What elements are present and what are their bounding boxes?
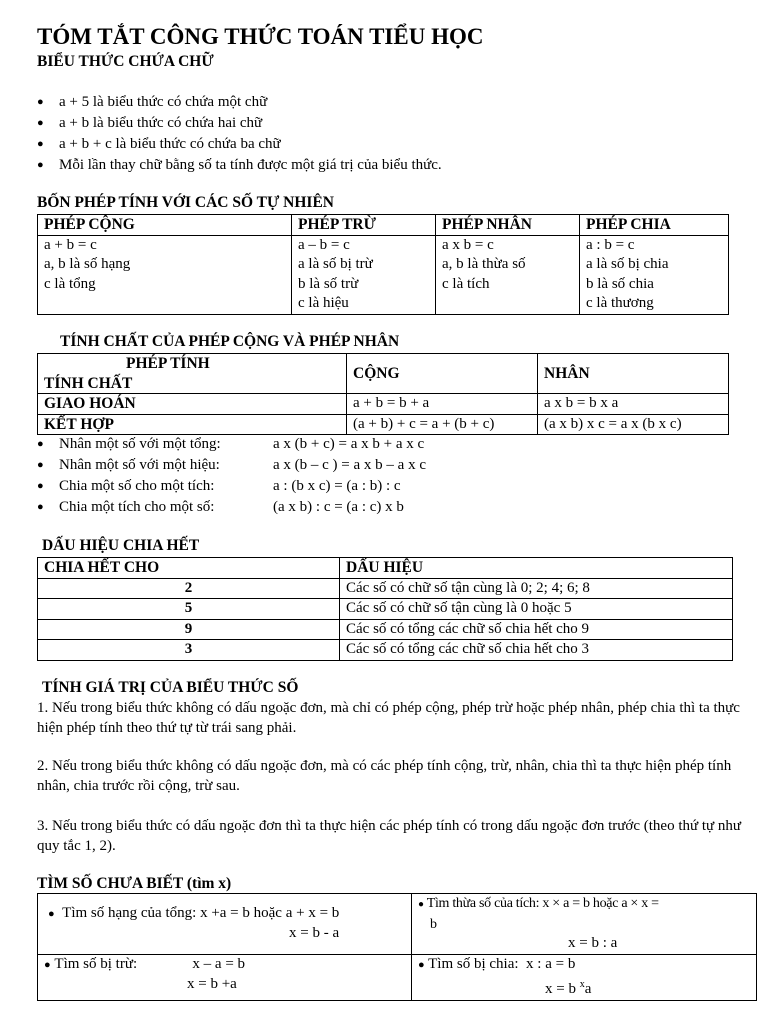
list-item: ● Nhân một số với một hiệu: a x (b – c ) = a x b – a x c — [37, 455, 426, 476]
table-row — [38, 235, 729, 314]
divisibility-sign: Các số có tổng các chữ số chia hết cho 3 — [340, 640, 733, 661]
corner-header: PHÉP TÍNH TÍNH CHẤT — [38, 354, 347, 394]
header-addition-column: CỘNG — [347, 354, 538, 394]
table-row — [38, 578, 733, 599]
header-divisible-by: CHIA HẾT CHO — [38, 558, 340, 579]
divisibility-table — [37, 557, 733, 661]
divisibility-sign: Các số có chữ số tận cùng là 0 hoặc 5 — [340, 599, 733, 620]
header-addition: PHÉP CỘNG — [38, 215, 292, 236]
list-item: ● Mỗi lần thay chữ bằng số ta tính được một giá trị của biểu thức. — [37, 155, 442, 176]
section-heading-expressions: BIỂU THỨC CHỨA CHỮ — [37, 53, 214, 70]
division-cell: a : b = c a là số bị chia b là số chia c là thương — [580, 235, 729, 314]
find-factor-cell: ● Tìm thừa số của tích: x × a = b hoặc a × x = b x = b : a — [412, 894, 757, 955]
header-sign: DẤU HIỆU — [340, 558, 733, 579]
header-division: PHÉP CHIA — [580, 215, 729, 236]
distributive-rules-list — [37, 434, 426, 518]
section-heading-four-operations: BỐN PHÉP TÍNH VỚI CÁC SỐ TỰ NHIÊN — [37, 194, 334, 211]
property-mul-formula: a x b = b x a — [538, 394, 729, 415]
four-operations-table — [37, 214, 729, 315]
table-row — [38, 414, 729, 435]
list-item: ● a + 5 là biểu thức có chứa một chữ — [37, 92, 442, 113]
table-row — [38, 619, 733, 640]
section-heading-find-x: TÌM SỐ CHƯA BIẾT (tìm x) — [37, 875, 232, 892]
rule-paragraph-3: 3. Nếu trong biểu thức có dấu ngoặc đơn thì ta thực hiện các phép tính có trong dấu ngoặc đơn trước (theo thứ tự như quy tắc 1, 2). — [37, 818, 742, 854]
section-heading-properties: TÍNH CHẤT CỦA PHÉP CỘNG VÀ PHÉP NHÂN — [60, 333, 400, 350]
header-subtraction: PHÉP TRỪ — [292, 215, 436, 236]
table-row — [38, 640, 733, 661]
table-row — [38, 215, 729, 236]
property-name: KẾT HỢP — [38, 414, 347, 435]
list-item: ● a + b là biểu thức có chứa hai chữ — [37, 113, 442, 134]
property-mul-formula: (a x b) x c = a x (b x c) — [538, 414, 729, 435]
page-title: TÓM TẮT CÔNG THỨC TOÁN TIỂU HỌC — [37, 24, 484, 49]
table-row — [38, 354, 729, 394]
property-name: GIAO HOÁN — [38, 394, 347, 415]
table-row — [38, 394, 729, 415]
table-row — [38, 599, 733, 620]
find-dividend-cell: ● Tìm số bị chia: x : a = b x = b $^x$a — [412, 954, 757, 1000]
table-row — [38, 558, 733, 579]
list-item: ● Chia một số cho một tích: a : (b x c) = (a : b) : c — [37, 476, 426, 497]
list-item: ● Nhân một số với một tổng: a x (b + c) = a x b + a x c — [37, 434, 426, 455]
section-heading-expression-value: TÍNH GIÁ TRỊ CỦA BIỂU THỨC SỐ — [42, 679, 299, 696]
header-multiplication-column: NHÂN — [538, 354, 729, 394]
rule-paragraph-2: 2. Nếu trong biểu thức không có dấu ngoặc đơn, mà có các phép tính cộng, trừ, nhân, chia thì ta thực hiện phép tính nhân, chia trước rồi cộng, trừ sau. — [37, 758, 732, 794]
properties-table — [37, 353, 729, 435]
table-row — [38, 894, 757, 955]
find-addend-cell: ● Tìm số hạng của tổng: x +a = b hoặc a + x = b x = b - a — [38, 894, 412, 955]
multiplication-cell: a x b = c a, b là thừa số c là tích — [436, 235, 580, 314]
expression-bullet-list — [37, 92, 442, 176]
divisor-value: 9 — [38, 619, 340, 640]
section-heading-divisibility: DẤU HIỆU CHIA HẾT — [42, 537, 200, 554]
subtraction-cell: a – b = c a là số bị trừ b là số trừ c là hiệu — [292, 235, 436, 314]
divisibility-sign: Các số có chữ số tận cùng là 0; 2; 4; 6; 8 — [340, 578, 733, 599]
list-item: ● a + b + c là biểu thức có chứa ba chữ — [37, 134, 442, 155]
property-add-formula: a + b = b + a — [347, 394, 538, 415]
property-add-formula: (a + b) + c = a + (b + c) — [347, 414, 538, 435]
header-multiplication: PHÉP NHÂN — [436, 215, 580, 236]
table-row — [38, 954, 757, 1000]
find-x-table — [37, 893, 757, 1001]
rule-paragraph-1: 1. Nếu trong biểu thức không có dấu ngoặc đơn, mà chỉ có phép cộng, phép trừ hoặc phép nhân, phép chia thì ta thực hiện phép tính theo thứ tự từ trái sang phải. — [37, 700, 740, 736]
divisor-value: 3 — [38, 640, 340, 661]
addition-cell: a + b = c a, b là số hạng c là tổng — [38, 235, 292, 314]
divisor-value: 5 — [38, 599, 340, 620]
divisor-value: 2 — [38, 578, 340, 599]
list-item: ● Chia một tích cho một số: (a x b) : c = (a : c) x b — [37, 497, 426, 518]
divisibility-sign: Các số có tổng các chữ số chia hết cho 9 — [340, 619, 733, 640]
find-minuend-cell: ● Tìm số bị trừ: x – a = b x = b +a — [38, 954, 412, 1000]
